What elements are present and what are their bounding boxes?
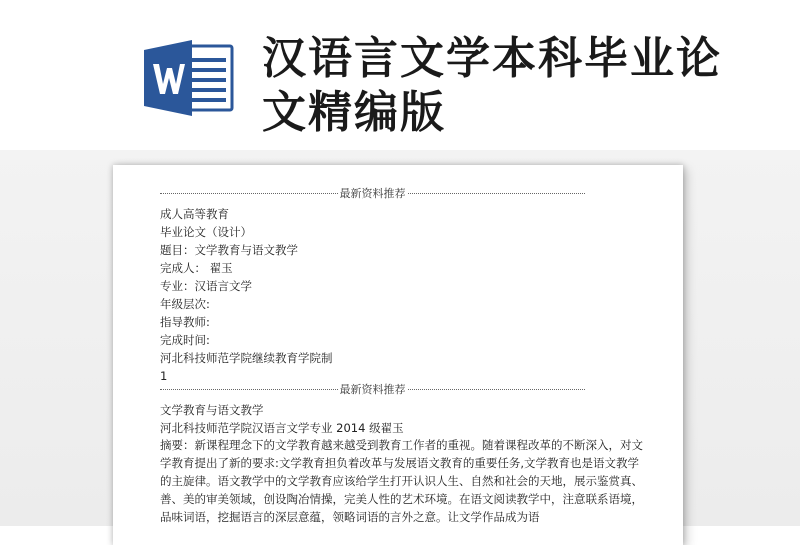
page-number: 1 (160, 369, 168, 383)
separator-label: 最新资料推荐 (339, 383, 406, 396)
page-title: 汉语言文学本科毕业论文精编版 (262, 33, 722, 138)
cover-line: 年级层次: (160, 297, 210, 311)
separator-bottom (160, 382, 585, 396)
abstract-paragraph: 摘要：新课程理念下的文学教育越来越受到教育工作者的重视。随着课程改革的不断深入，对文学教育提出了新的要求:文学教育担负着改革与发展语文教育的重要任务,文学教育也是语文教学的主旋律。语文教学中的文学教育应该给学生打开认识人生、自然和社会的天地，展示鉴赏真、善、美的审美领域，创设陶冶情操，完美人性的艺术环境。在语文阅读教学中，注意联系语境，品味词语，挖掘语言的深层意蕴，领略词语的言外之意。让文学作品成为语 (160, 438, 643, 524)
separator-dots-left (160, 193, 338, 194)
separator-label: 最新资料推荐 (339, 187, 406, 200)
article-author: 河北科技师范学院汉语言文学专业 2014 级翟玉 (160, 421, 404, 435)
separator-dots-left (160, 389, 338, 390)
article-title: 文学教育与语文教学 (160, 403, 264, 417)
cover-line: 指导教师: (160, 315, 210, 329)
cover-line: 成人高等教育 (160, 207, 229, 221)
word-icon (142, 38, 234, 118)
separator-dots-right (408, 389, 586, 390)
cover-line: 河北科技师范学院继续教育学院制 (160, 351, 333, 365)
separator-top (160, 186, 585, 200)
cover-line: 完成人： 翟玉 (160, 261, 233, 275)
cover-line: 专业：汉语言文学 (160, 279, 252, 293)
separator-dots-right (408, 193, 586, 194)
cover-line: 毕业论文（设计） (160, 225, 252, 239)
cover-line: 完成时间: (160, 333, 210, 347)
cover-line: 题目：文学教育与语文教学 (160, 243, 298, 257)
